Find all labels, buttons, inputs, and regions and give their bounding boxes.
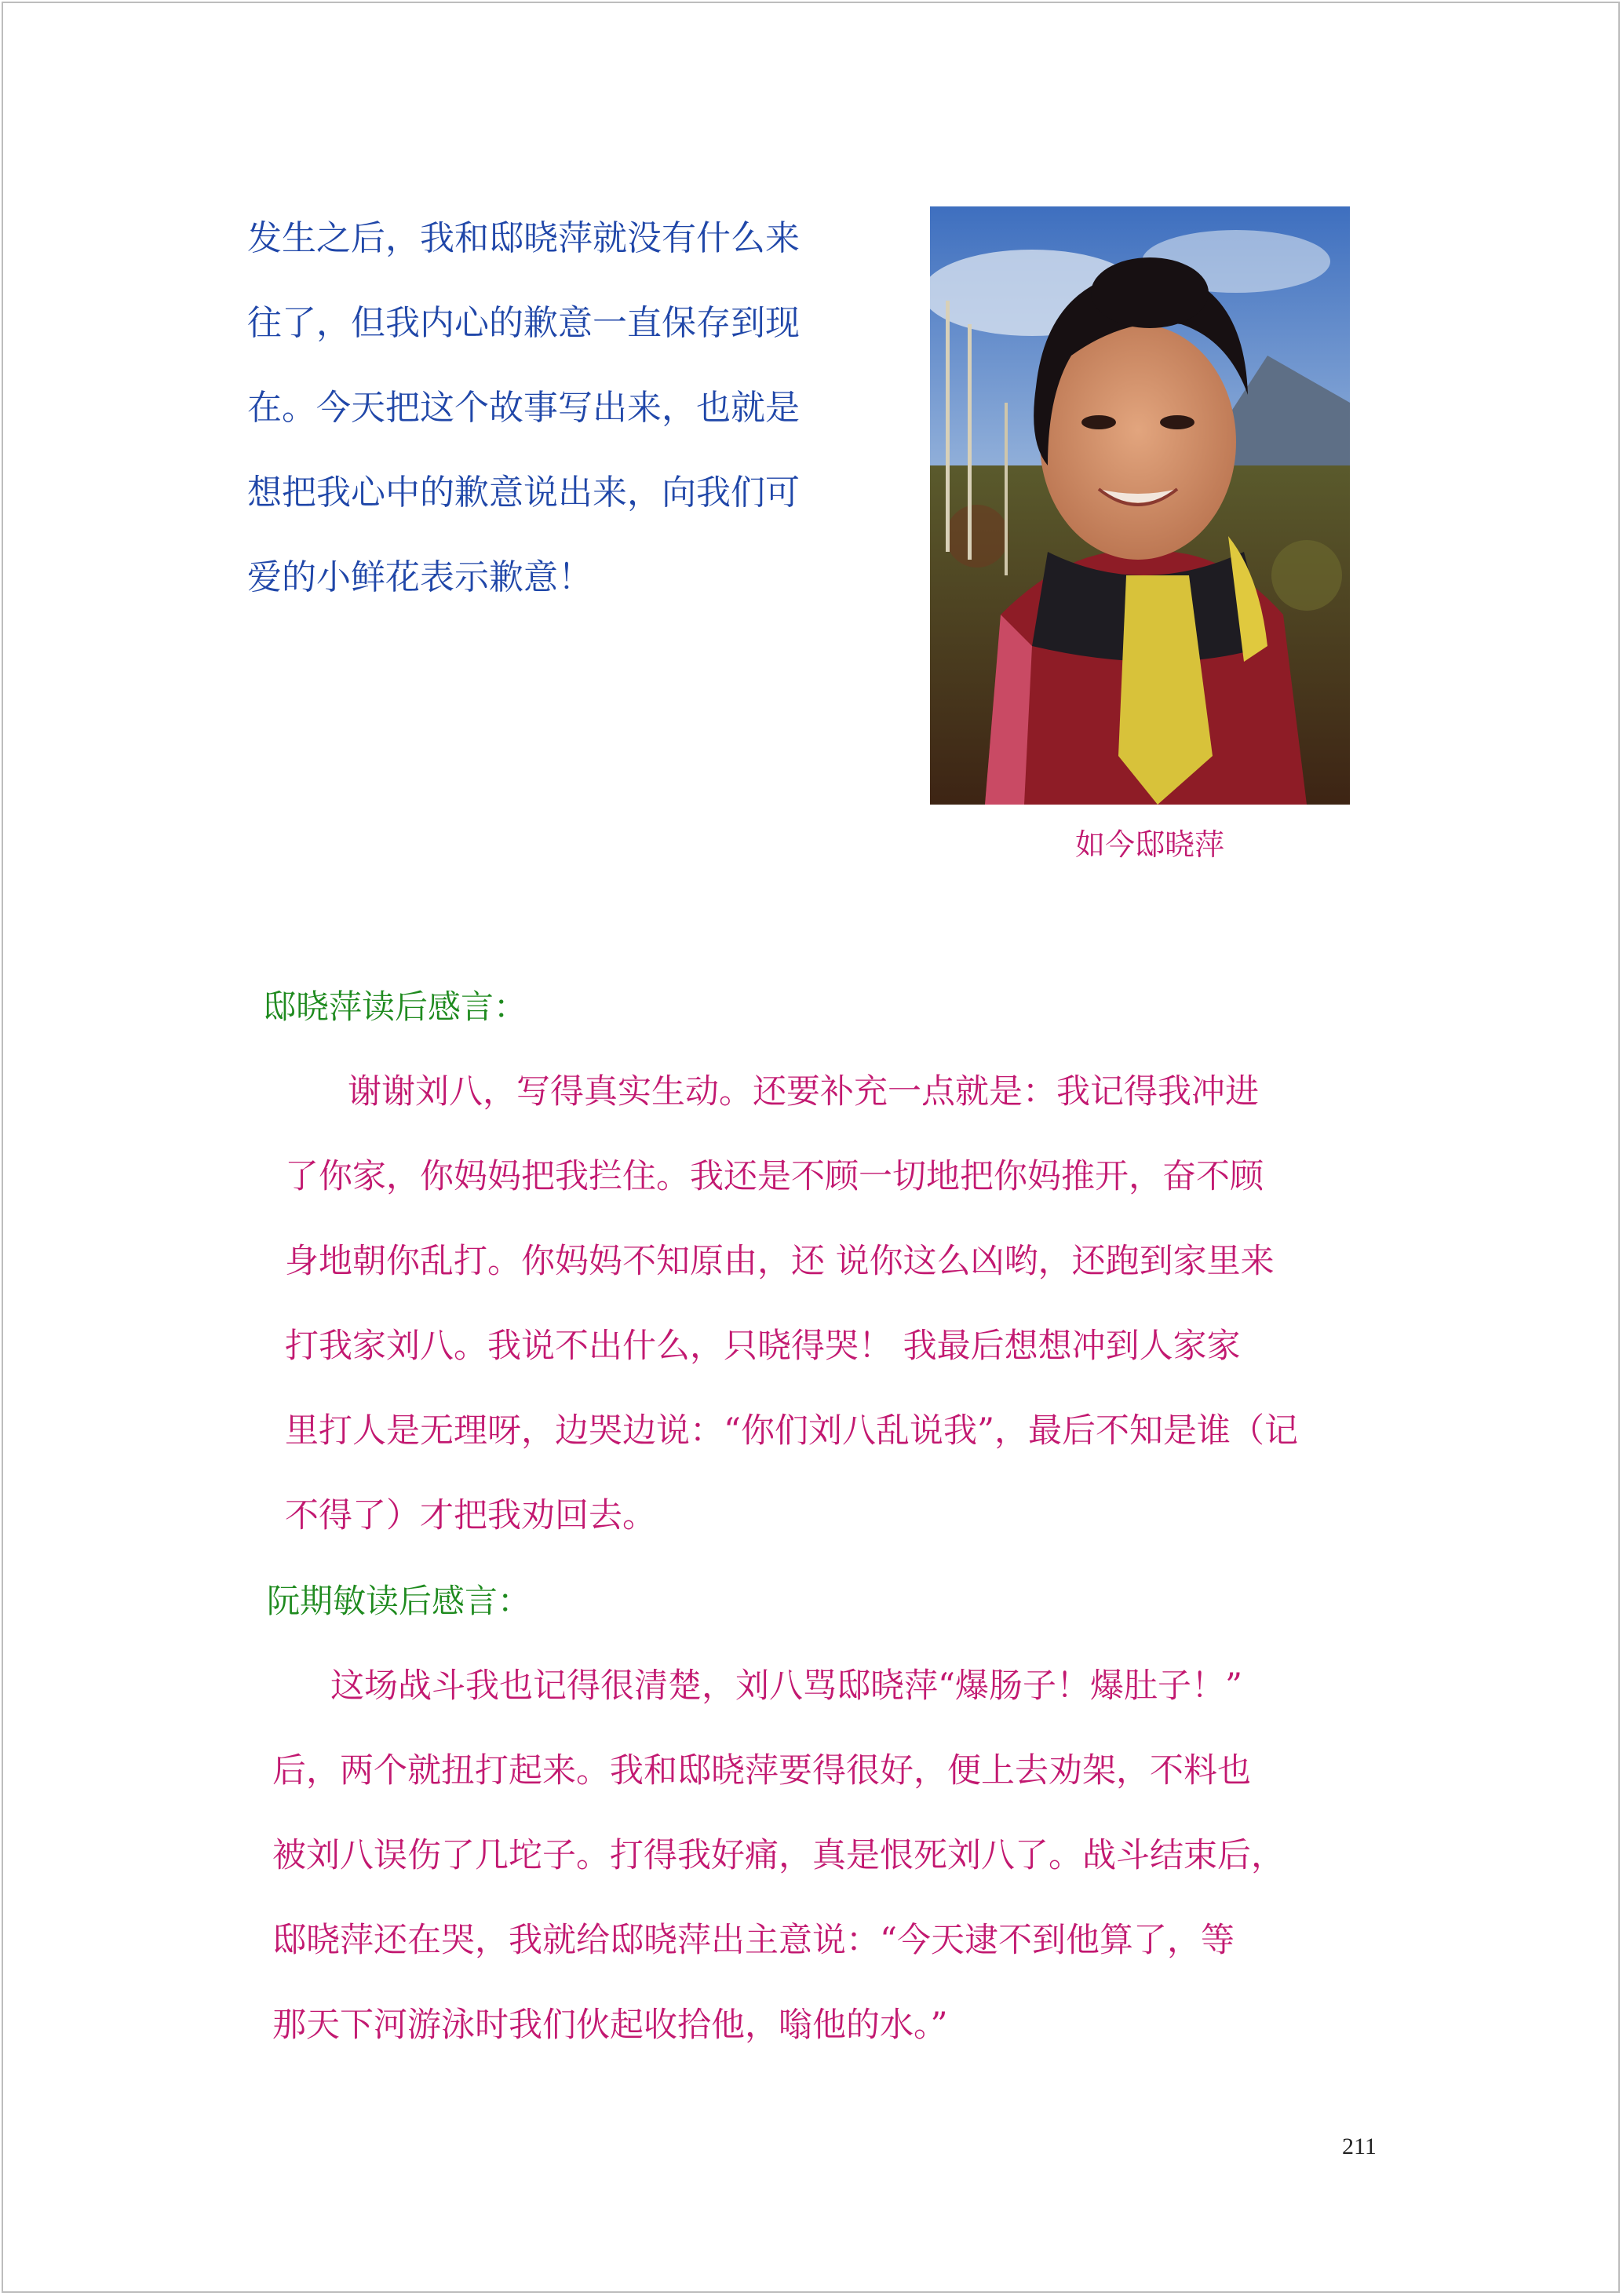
section2-line-2: 后，两个就扭打起来。我和邸晓萍要得很好，便上去劝架，不料也 <box>272 1751 1251 1790</box>
section2-line-1: 这场战斗我也记得很清楚，刘八骂邸晓萍“爆肠子！爆肚子！” <box>330 1666 1242 1706</box>
intro-line-4: 想把我心中的歉意说出来，向我们可 <box>247 473 800 513</box>
section2-line-3: 被刘八误伤了几坨子。打得我好痛，真是恨死刘八了。战斗结束后， <box>272 1836 1285 1875</box>
section1-line-5: 里打人是无理呀，边哭边说：“你们刘八乱说我”，最后不知是谁（记 <box>285 1411 1298 1451</box>
section1-heading: 邸晓萍读后感言： <box>263 987 527 1026</box>
intro-line-2: 往了，但我内心的歉意一直保存到现 <box>247 303 800 343</box>
section2-heading: 阮期敏读后感言： <box>267 1582 531 1620</box>
section2-line-4: 邸晓萍还在哭，我就给邸晓萍出主意说：“今天逮不到他算了，等 <box>272 1921 1235 1960</box>
portrait-photo <box>930 206 1350 805</box>
intro-line-3: 在。今天把这个故事写出来，也就是 <box>247 388 800 428</box>
photo-caption: 如今邸晓萍 <box>1075 827 1225 862</box>
section1-line-4: 打我家刘八。我说不出什么，只晓得哭！ 我最后想想冲到人家家 <box>285 1327 1241 1366</box>
intro-line-1: 发生之后，我和邸晓萍就没有什么来 <box>247 218 800 258</box>
section1-line-3: 身地朝你乱打。你妈妈不知原由，还 说你这么凶哟，还跑到家里来 <box>285 1242 1275 1281</box>
intro-line-5: 爱的小鲜花表示歉意！ <box>247 557 593 597</box>
section2-line-5: 那天下河游泳时我们伙起收拾他，嗡他的水。” <box>272 2006 948 2045</box>
section1-line-2: 了你家，你妈妈把我拦住。我还是不顾一切地把你妈推开，奋不顾 <box>285 1157 1264 1196</box>
page-number: 211 <box>1342 2134 1377 2159</box>
section1-line-1: 谢谢刘八，写得真实生动。还要补充一点就是：我记得我冲进 <box>348 1072 1259 1111</box>
section1-line-6: 不得了）才把我劝回去。 <box>285 1496 656 1535</box>
